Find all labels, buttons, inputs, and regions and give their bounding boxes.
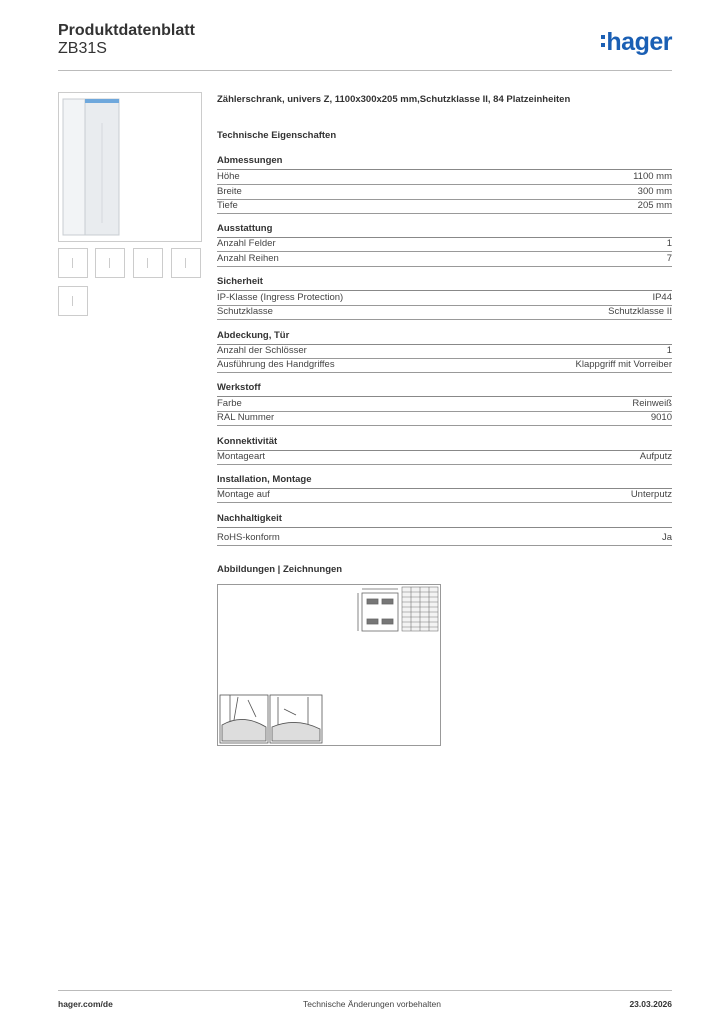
footer [58,990,672,1015]
row-value: 1 [666,238,672,249]
footer-date: 23.03.2026 [629,999,672,1009]
row-value: 300 mm [637,186,672,197]
table-row [217,185,672,200]
section-title-sicherheit: Sicherheit [217,276,672,291]
row-key: Farbe [217,398,242,409]
row-key: Anzahl Felder [217,238,276,249]
row-key: Anzahl der Schlösser [217,345,307,356]
footer-website-link[interactable]: hager.com/de [58,999,113,1009]
product-description: Zählerschrank, univers Z, 1100x300x205 mm,Schutzklasse II, 84 Platzeinheiten [217,94,571,105]
row-value: 1100 mm [633,171,672,182]
table-row [217,397,672,412]
row-key: Tiefe [217,200,238,211]
row-value: Aufputz [639,451,672,462]
cabinet-icon [59,93,201,241]
table-row [217,411,672,426]
thumbnail-5[interactable] [58,286,88,316]
row-value: 1 [666,345,672,356]
drawings-heading: Abbildungen | Zeichnungen [217,564,343,575]
section-title-nachhaltigkeit: Nachhaltigkeit [217,513,672,528]
row-value: Unterputz [630,489,672,500]
row-value: 7 [666,253,672,264]
section-title-werkstoff: Werkstoff [217,382,672,397]
thumbnail-1[interactable] [58,248,88,278]
table-row [217,531,672,546]
installation-drawing-1 [220,695,268,743]
section-title-installation: Installation, Montage [217,474,672,489]
row-value: 205 mm [637,200,672,211]
logo-text: hager [606,28,672,56]
thumbnail-2[interactable] [95,248,125,278]
dimension-drawing [358,589,398,631]
detail-grid-drawing [402,587,438,631]
row-value: IP44 [652,292,672,303]
product-code: ZB31S [58,40,107,57]
table-row [217,305,672,320]
row-key: Montage auf [217,489,270,500]
row-key: Anzahl Reihen [217,253,279,264]
drawings-panel [217,584,441,746]
table-row [217,344,672,359]
row-key: RoHS-konform [217,532,280,543]
thumbnail-4[interactable] [171,248,201,278]
logo-dots-icon [601,35,605,51]
product-image[interactable] [58,92,202,242]
row-key: Schutzklasse [217,306,273,317]
tech-properties-heading: Technische Eigenschaften [217,130,337,141]
technical-drawings [218,585,440,745]
row-value: Ja [661,532,672,543]
row-key: IP-Klasse (Ingress Protection) [217,292,344,303]
row-key: Höhe [217,171,240,182]
row-key: Montageart [217,451,266,462]
table-row [217,358,672,373]
table-row [217,237,672,252]
table-row [217,488,672,503]
row-key: Ausführung des Handgriffes [217,359,335,370]
hager-logo [601,28,672,57]
row-key: Breite [217,186,242,197]
page-title: Produktdatenblatt [58,22,195,39]
row-key: RAL Nummer [217,412,275,423]
section-title-abdeckung: Abdeckung, Tür [217,330,672,345]
footer-disclaimer: Technische Änderungen vorbehalten [303,999,441,1009]
row-value: Klappgriff mit Vorreiber [575,359,672,370]
table-row [217,291,672,306]
thumbnail-3[interactable] [133,248,163,278]
section-title-abmessungen: Abmessungen [217,155,672,170]
section-title-ausstattung: Ausstattung [217,223,672,238]
section-title-konnektivitaet: Konnektivität [217,436,672,451]
installation-drawing-2 [270,695,322,743]
row-value: Reinweiß [632,398,672,409]
row-value: 9010 [650,412,672,423]
row-value: Schutzklasse II [608,306,672,317]
table-row [217,199,672,214]
table-row [217,450,672,465]
header [58,20,672,71]
table-row [217,252,672,267]
table-row [217,170,672,185]
